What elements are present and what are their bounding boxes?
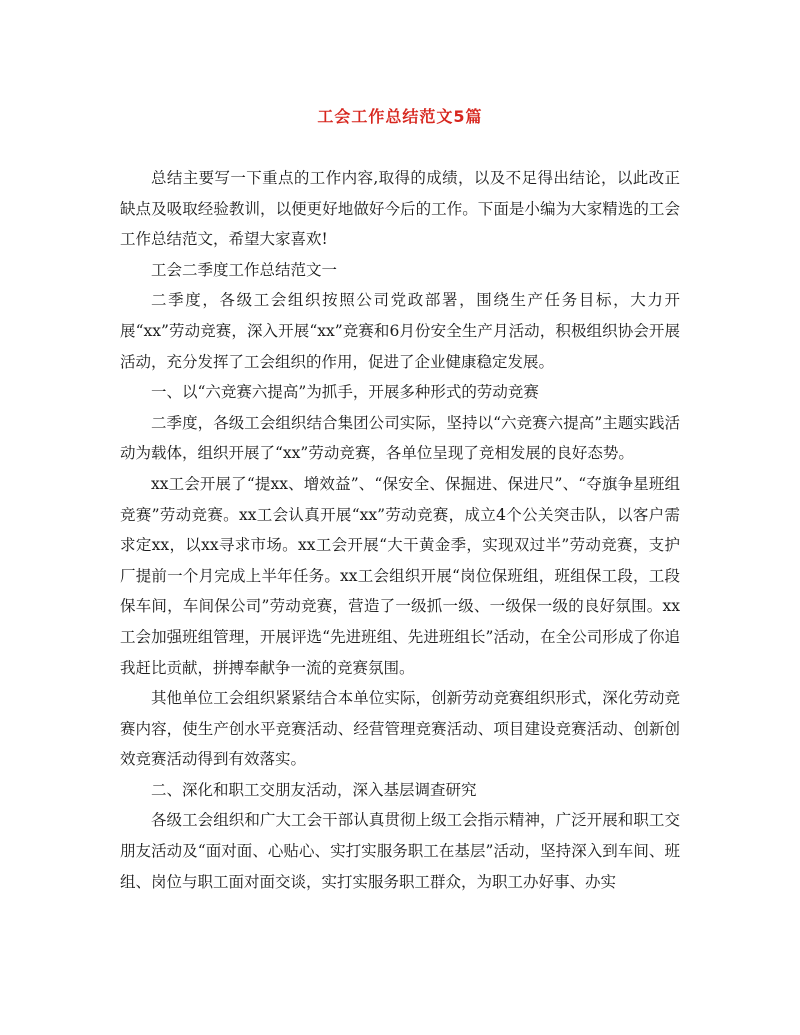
paragraph-heading-article-one: 工会二季度工作总结范文一 — [151, 260, 338, 279]
paragraph-section-two-body: 各级工会组织和广大工会干部认真贯彻上级工会指示精神，广泛开展和职工交朋友活动及“面对面、心贴心、实打实服务职工在基层”活动，坚持深入到车间、班组、岗位与职工面对面交谈，实打实服务职工群众，为职工办好事、办实 — [120, 811, 680, 891]
paragraph-section-two-heading: 二、深化和职工交朋友活动，深入基层调查研究 — [151, 780, 477, 799]
paragraph-section-one-body: 二季度，各级工会组织结合集团公司实际，坚持以“六竞赛六提高”主题实践活动为载体，组织开展了“xx”劳动竞赛，各单位呈现了竞相发展的良好态势。 — [120, 413, 680, 463]
document-body — [120, 163, 680, 897]
paragraph-section-one-heading: 一、以“六竞赛六提高”为抓手，开展多种形式的劳动竞赛 — [151, 383, 539, 402]
paragraph-unit-activities: xx工会开展了“提xx、增效益”、“保安全、保掘进、保进尺”、“夺旗争星班组竞赛”劳动竞赛。xx工会认真开展“xx”劳动竞赛，成立4个公关突击队，以客户需求定xx，以xx寻求市场。xx工会开展“大干黄金季，实现双过半”劳动竞赛，支护厂提前一个月完成上半年任务。xx工会组织开展“岗位保班组，班组保工段，工段保车间，车间保公司”劳动竞赛，营造了一级抓一级、一级保一级的良好氛围。xx工会加强班组管理，开展评选“先进班组、先进班组长”活动，在全公司形成了你追我赶比贡献，拼搏奉献争一流的竞赛氛围。 — [120, 474, 680, 677]
paragraph-intro: 总结主要写一下重点的工作内容,取得的成绩，以及不足得出结论，以此改正缺点及吸取经验教训，以便更好地做好今后的工作。下面是小编为大家精选的工会工作总结范文，希望大家喜欢! — [120, 169, 680, 249]
document-title: 工会工作总结范文5篇 — [317, 107, 483, 126]
paragraph-other-units: 其他单位工会组织紧紧结合本单位实际，创新劳动竞赛组织形式，深化劳动竞赛内容，使生产创水平竞赛活动、经营管理竞赛活动、项目建设竞赛活动、创新创效竞赛活动得到有效落实。 — [120, 689, 680, 769]
paragraph-q2-overview: 二季度，各级工会组织按照公司党政部署，围绕生产任务目标，大力开展“xx”劳动竞赛，深入开展“xx”竞赛和6月份安全生产月活动，积极组织协会开展活动，充分发挥了工会组织的作用，促进了企业健康稳定发展。 — [120, 291, 680, 371]
